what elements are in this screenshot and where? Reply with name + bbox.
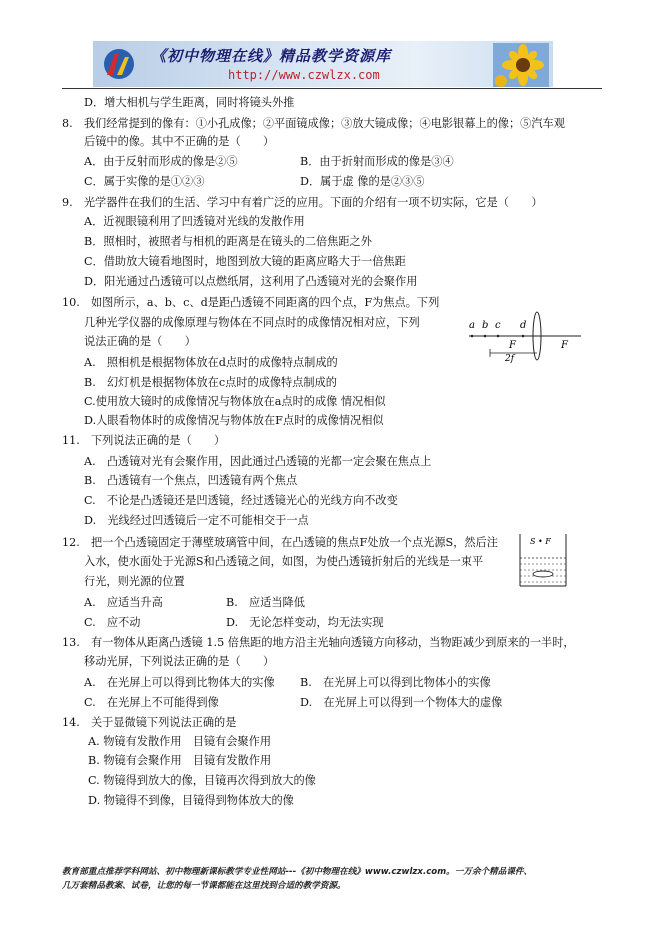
q13-stem-line2: 移动光屏，下列说法正确的是（ ） <box>84 655 275 668</box>
q11-option-a: A. 凸透镜对光有会聚作用，因此通过凸透镜的光都一定会聚在焦点上 <box>84 455 432 468</box>
q10-stem-line2: 几种光学仪器的成像原理与物体在不同点时的成像情况相对应，下列 <box>84 316 420 329</box>
q9-stem: 9. 光学器件在我们的生活、学习中有着广泛的应用。下面的介绍有一项不切实际，它是（ ） <box>62 196 543 209</box>
focus-right-label: F <box>561 340 568 351</box>
q13-option-b: B. 在光屏上可以得到比物体小的实像 <box>300 676 491 689</box>
q9-option-b: B．照相时，被照者与相机的距离是在镜头的二倍焦距之外 <box>84 235 372 248</box>
q9-option-a: A．近视眼镜利用了凹透镜对光线的发散作用 <box>84 215 305 228</box>
publisher-logo-icon <box>101 47 137 81</box>
q12-option-b: B. 应适当降低 <box>226 596 305 609</box>
footer-line2: 几万套精品教案、试卷，让您的每一节课都能在这里找到合适的教学资源。 <box>62 881 346 891</box>
q14-option-d: D. 物镜得不到像，目镜得到物体放大的像 <box>88 794 294 807</box>
focus-left-label: F <box>509 340 516 351</box>
header-banner <box>93 41 553 87</box>
q10-stem-line1: 10. 如图所示，a、b、c、d是距凸透镜不同距离的四个点，F为焦点。下列 <box>62 296 440 309</box>
source-focus-label: S • F <box>530 537 551 546</box>
q11-option-b: B. 凸透镜有一个焦点，凹透镜有两个焦点 <box>84 474 298 487</box>
distance-label: 2f <box>505 354 515 364</box>
tube-figure-q12 <box>512 530 574 590</box>
q10-stem-line3: 说法正确的是（ ） <box>84 335 196 348</box>
q8-stem-line1: 8. 我们经常提到的像有：①小孔成像；②平面镜成像；③放大镜成像；④电影银幕上的像；⑤汽车观 <box>62 117 565 130</box>
q8-stem-line2: 后镜中的像。其中不正确的是（ ） <box>84 135 275 148</box>
q13-option-a: A. 在光屏上可以得到比物体大的实像 <box>84 676 275 689</box>
q8-option-b: B．由于折射而形成的像是③④ <box>300 155 454 168</box>
q11-option-c: C. 不论是凸透镜还是凹透镜，经过透镜光心的光线方向不改变 <box>84 494 398 507</box>
sunflower-icon <box>493 43 549 87</box>
point-b-label: b <box>482 320 489 331</box>
q14-option-c: C. 物镜得到放大的像，目镜再次得到放大的像 <box>88 774 316 787</box>
q14-option-a: A. 物镜有发散作用 目镜有会聚作用 <box>88 735 272 748</box>
point-a-label: a <box>469 320 475 331</box>
q14-stem: 14. 关于显微镜下列说法正确的是 <box>62 716 237 729</box>
q8-option-a: A．由于反射而形成的像是②⑤ <box>84 155 238 168</box>
q12-stem-line3: 行光，则光源的位置 <box>84 575 185 588</box>
q12-option-d: D. 无论怎样变动，均无法实现 <box>226 616 384 629</box>
q13-option-c: C. 在光屏上不可能得到像 <box>84 696 219 709</box>
footer-line1: 教育部重点推荐学科网站、初中物理新课标教学专业性网站---《初中物理在线》www.czwlzx.com。一万余个精品课件、 <box>62 867 533 877</box>
q7-option-d: D．增大相机与学生距离，同时将镜头外推 <box>84 96 295 109</box>
q11-option-d: D. 光线经过凹透镜后一定不可能相交于一点 <box>84 514 309 527</box>
point-d-label: d <box>520 320 527 331</box>
q10-option-b: B. 幻灯机是根据物体放在c点时的成像特点制成的 <box>84 376 337 389</box>
q14-option-b: B. 物镜有会聚作用 目镜有发散作用 <box>88 754 272 767</box>
q12-option-c: C. 应不动 <box>84 616 141 629</box>
q12-stem-line2: 入水，使水面处于光源S和凸透镜之间，如图，为使凸透镜折射后的光线是一束平 <box>84 555 484 568</box>
q8-option-c: C．属于实像的是①②③ <box>84 175 205 188</box>
q8-option-d: D．属于虚 像的是②③⑤ <box>300 175 425 188</box>
q13-option-d: D. 在光屏上可以得到一个物体大的虚像 <box>300 696 503 709</box>
header-rule <box>62 88 602 89</box>
q9-option-c: C．借助放大镜看地图时，地图到放大镜的距离应略大于一倍焦距 <box>84 255 406 268</box>
q9-option-d: D．阳光通过凸透镜可以点燃纸屑，这利用了凸透镜对光的会聚作用 <box>84 275 418 288</box>
banner-title: 《初中物理在线》精品教学资源库 <box>151 47 392 65</box>
lens-figure-q10 <box>465 306 585 364</box>
q11-stem: 11. 下列说法正确的是（ ） <box>62 434 226 447</box>
q10-option-d: D.人眼看物体时的成像情况与物体放在F点时的成像情况相似 <box>84 414 384 427</box>
q13-stem-line1: 13. 有一物体从距离凸透镜 1.5 倍焦距的地方沿主光轴向透镜方向移动，当物距减少到原来的一半时， <box>62 636 575 649</box>
banner-url: http://www.czwlzx.com <box>228 68 380 82</box>
q12-stem-line1: 12. 把一个凸透镜固定于薄壁玻璃管中间，在凸透镜的焦点F处放一个点光源S，然后注 <box>62 536 498 549</box>
q10-option-c: C.使用放大镜时的成像情况与物体放在a点时的成像 情况相似 <box>84 395 386 408</box>
q12-option-a: A. 应适当升高 <box>84 596 163 609</box>
point-c-label: c <box>495 320 501 331</box>
q10-option-a: A. 照相机是根据物体放在d点时的成像特点制成的 <box>84 356 338 369</box>
